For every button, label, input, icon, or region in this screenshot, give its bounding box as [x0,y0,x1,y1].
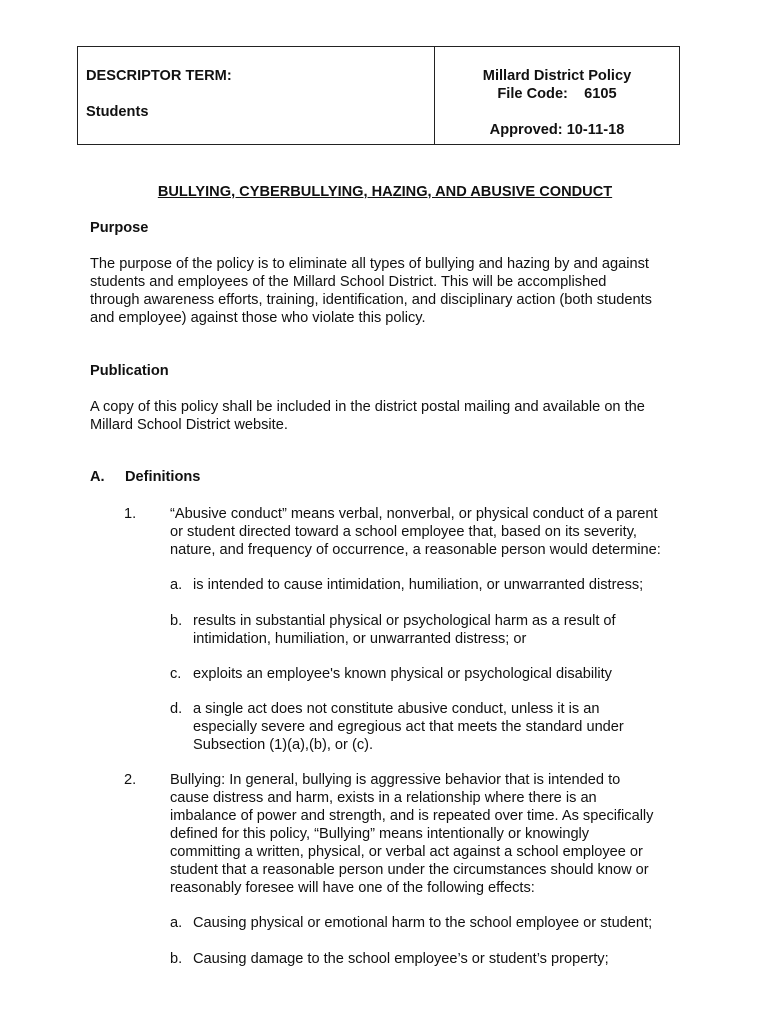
text-line: cause distress and harm, exists in a relationship where there is an [170,790,597,806]
sub-item [170,700,685,754]
text-line: Bullying: In general, bullying is aggressive behavior that is intended to [170,772,621,788]
text-line: reasonably foresee will have one of the following effects: [170,880,535,896]
sub-item [170,950,685,968]
text-line: student that a reasonable person under the circumstances should know or [170,862,649,878]
policy-title: Millard District Policy [482,68,632,84]
sub-item-label: b. [170,613,183,629]
text-line: Causing damage to the school employee’s or student’s property; [193,951,609,967]
text-line: defined for this policy, “Bullying” means intentionally or knowingly [170,826,590,842]
text-line: students and employees of the Millard School District. This will be accomplished [90,274,607,290]
section-label: A. [90,469,105,485]
text-line: exploits an employee's known physical or psychological disability [193,666,612,682]
text-line: Causing physical or emotional harm to the school employee or student; [193,915,653,931]
text-line: a single act does not constitute abusive conduct, unless it is an [193,701,600,717]
sub-item-label: b. [170,951,183,967]
item-text [170,505,685,559]
policy-cell [435,67,679,139]
item-number: 2. [124,772,137,788]
text-line: intimidation, humiliation, or unwarranted distress; or [193,631,527,647]
text-line: results in substantial physical or psychological harm as a result of [193,613,616,629]
item-number: 1. [124,506,137,522]
text-line: “Abusive conduct” means verbal, nonverbal, or physical conduct of a parent [170,506,658,522]
sub-item [170,665,685,683]
sub-item [170,914,685,932]
text-line: The purpose of the policy is to eliminate all types of bullying and hazing by and against [90,256,649,272]
text-line: imbalance of power and strength, and is repeated over time. As specifically [170,808,654,824]
text-line: nature, and frequency of occurrence, a reasonable person would determine: [170,542,661,558]
text-line: Subsection (1)(a),(b), or (c). [193,737,374,753]
purpose-paragraph [90,255,680,327]
purpose-heading: Purpose [90,220,149,236]
text-line: through awareness efforts, training, identification, and disciplinary action (both students [90,292,652,308]
descriptor-cell [86,67,232,139]
header-box [77,46,680,145]
sub-item-label: a. [170,915,183,931]
file-code: File Code: 6105 [497,86,617,102]
text-line: committing a written, physical, or verbal act against a school employee or [170,844,643,860]
section-heading: Definitions [125,469,201,485]
text-line: is intended to cause intimidation, humiliation, or unwarranted distress; [193,577,644,593]
sub-item-label: d. [170,701,183,717]
text-line: and employee) against those who violate this policy. [90,310,426,326]
item-text [170,771,685,897]
approved-date: Approved: 10-11-18 [489,122,625,138]
publication-heading: Publication [90,363,169,379]
text-line: Millard School District website. [90,417,288,433]
publication-paragraph [90,398,680,434]
descriptor-label: DESCRIPTOR TERM: [86,68,232,84]
sub-item [170,612,685,648]
document-title: BULLYING, CYBERBULLYING, HAZING, AND ABUSIVE CONDUCT [157,184,613,200]
sub-item-label: c. [170,666,182,682]
text-line: or student directed toward a school employee that, based on its severity, [170,524,637,540]
text-line: especially severe and egregious act that meets the standard under [193,719,624,735]
descriptor-value: Students [86,104,149,120]
text-line: A copy of this policy shall be included in the district postal mailing and available on the [90,399,645,415]
sub-item-label: a. [170,577,183,593]
sub-item [170,576,685,594]
